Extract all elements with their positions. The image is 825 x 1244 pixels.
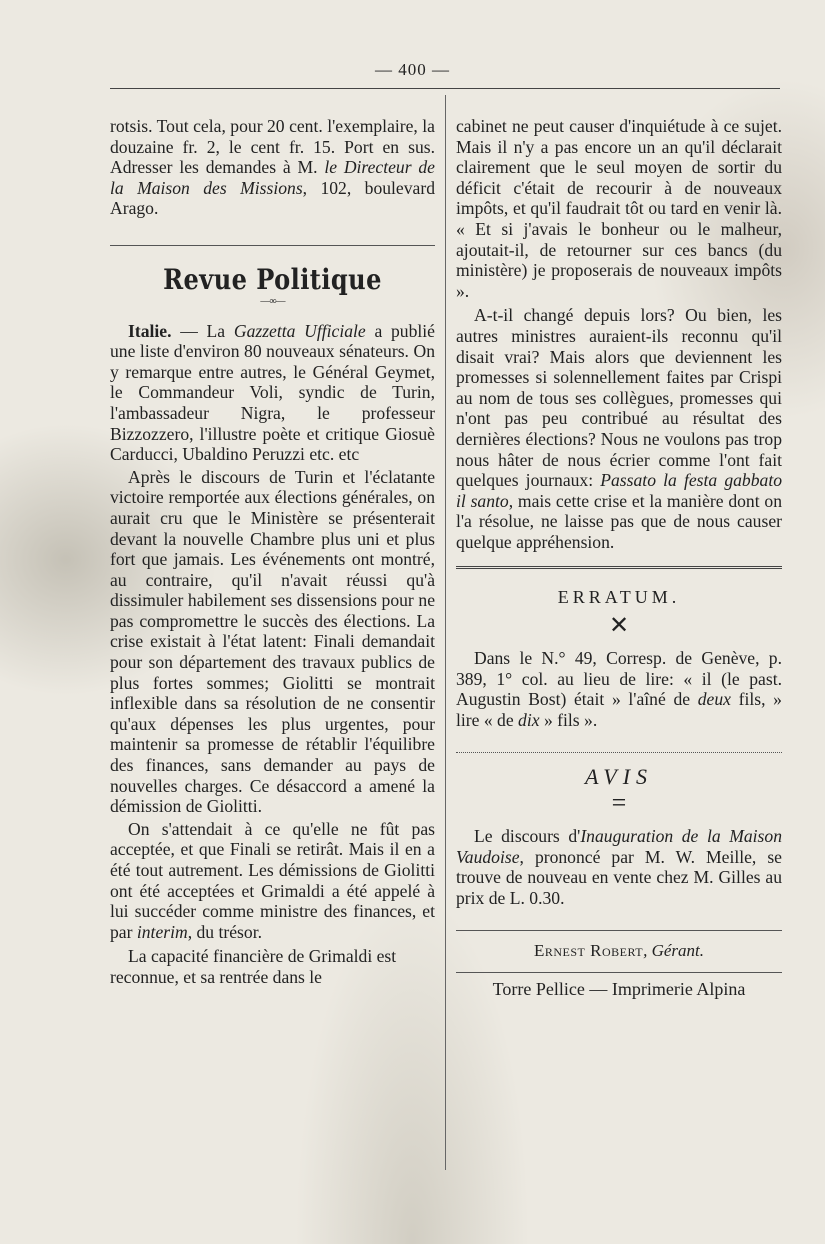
missions-director: le Directeur de la Maison des Missions	[110, 157, 435, 198]
section-divider	[456, 752, 782, 753]
grimaldi-paragraph: La capacité financière de Grimaldi est reconnue, et sa rentrée dans le	[110, 946, 397, 987]
avis-text: Le discours d'Inauguration de la Maison Vaudoise, prononcé par M. W. Meille, se trouve de nouveau en vente chez M. Gilles au prix de L. 0.30.	[456, 826, 782, 908]
erratum-title: ERRATUM.	[557, 587, 681, 608]
printer-line: Torre Pellice — Imprimerie Alpina	[492, 979, 746, 999]
crispi-paragraph: A-t-il changé depuis lors? Ou bien, les autres ministres auraient-ils reconnu qu'il disait vrai? Mais alors que deviennent les promesses si solennellement faites par Crispi au nom de tous ses collègues, promesses qui n'ont pas peu contribué au résultat des dernières élections? Nous ne voulons pas trop nous hâter de nous écrier comme l'ont fait quelques journaux: Passato la festa gabbato il santo, mais cette crise et la manière dont on l'a résolue, ne laisse pas que de nous causer quelque appréhension.	[456, 305, 783, 552]
country-label: Italie.	[128, 320, 172, 341]
italie-paragraph: Italie. — La Gazzetta Ufficiale a publié une liste d'environ 80 nouveaux sénateurs. On y remarque entre autres, le Général Geymet, le Commandeur Voli, syndic de Turin, l'ambassadeur Nigra, le professeur Bizzozzero, l'illustre poète et critique Giosuè Carducci, Ubaldino Peruzzi etc. etc	[110, 320, 435, 465]
left-column	[110, 116, 435, 988]
missions-notice: rotsis. Tout cela, pour 20 cent. l'exemplaire, la douzaine fr. 2, le cent fr. 15. Port en sus. Adresser les demandes à M. le Directeur de la Maison des Missions, 102, boulevard Arago.	[110, 116, 435, 219]
italian-proverb: Passato la festa gabbato il santo	[456, 470, 783, 511]
right-column	[456, 116, 782, 1000]
column-rule	[445, 95, 446, 1170]
gazzetta-title: Gazzetta Ufficiale	[233, 320, 366, 341]
section-divider	[456, 930, 782, 931]
top-rule	[110, 88, 780, 89]
erratum-text: Dans le N.° 49, Corresp. de Genève, p. 389, 1° col. au lieu de lire: « il (le past. Augustin Bost) était » l'aîné de deux fils, » lire « de dix » fils ».	[456, 648, 782, 730]
erratum-cross-mark: ✕	[608, 613, 630, 640]
resignation-paragraph: On s'attendait à ce qu'elle ne fût pas acceptée, et que Finali se retirât. Mais il en a été tout autrement. Les démissions de Giolitti ont été acceptées et Grimaldi a été appelé à lui succéder comme ministre des finances, et par interim, du trésor.	[110, 818, 435, 942]
section-heading: Revue Politique	[163, 262, 382, 296]
gerant-name: Ernest Robert	[533, 941, 644, 961]
avis-title: AVIS	[584, 764, 654, 790]
heading-ornament: —∞—	[260, 295, 285, 307]
interim-word: interim	[136, 921, 188, 942]
cabinet-paragraph: cabinet ne peut causer d'inquiétude à ce sujet. Mais il n'y a pas encore un an qu'il déclarait clairement que le seul moyen de sortir du déficit c'était de recourir à de nouveaux impôts, et qu'il faudrait tôt ou tard en venir là. « Et si j'avais le bonheur ou le malheur, ajoutait-il, de retourner sur ces bancs (du ministère) je proposerais de nouveaux impôts ».	[456, 116, 782, 301]
gerant-title: , Gérant.	[643, 941, 704, 961]
crisis-paragraph: Après le discours de Turin et l'éclatante victoire remportée aux élections générales, on aurait cru que le Ministère se présenterait devant la nouvelle Chambre plus uni et plus fort que jamais. Les événements ont montré, au contraire, qu'il n'avait réussi qu'à dissimuler habilement ses dissensions pour ne pas compromettre le succès des élections. La crise existait à l'état latent: Finali demandait pour son département des travaux publics de plus fortes sommes; Giolitti se montrait inflexible dans sa résolution de ne consentir qu'aux dépenses les plus urgentes, pour maintenir sa promesse de rétablir l'équilibre des finances, sans demander au pays de nouvelles charges. Ce désaccord a amené la démission de Giolitti.	[110, 466, 435, 817]
section-divider	[456, 972, 782, 973]
gerant-signature	[456, 941, 782, 962]
avis-mark: =	[611, 788, 627, 818]
inauguration-title: Inauguration de la Maison Vaudoise	[456, 826, 782, 867]
double-rule	[456, 566, 782, 569]
section-divider	[110, 245, 435, 246]
page-number: — 400 —	[375, 60, 450, 79]
